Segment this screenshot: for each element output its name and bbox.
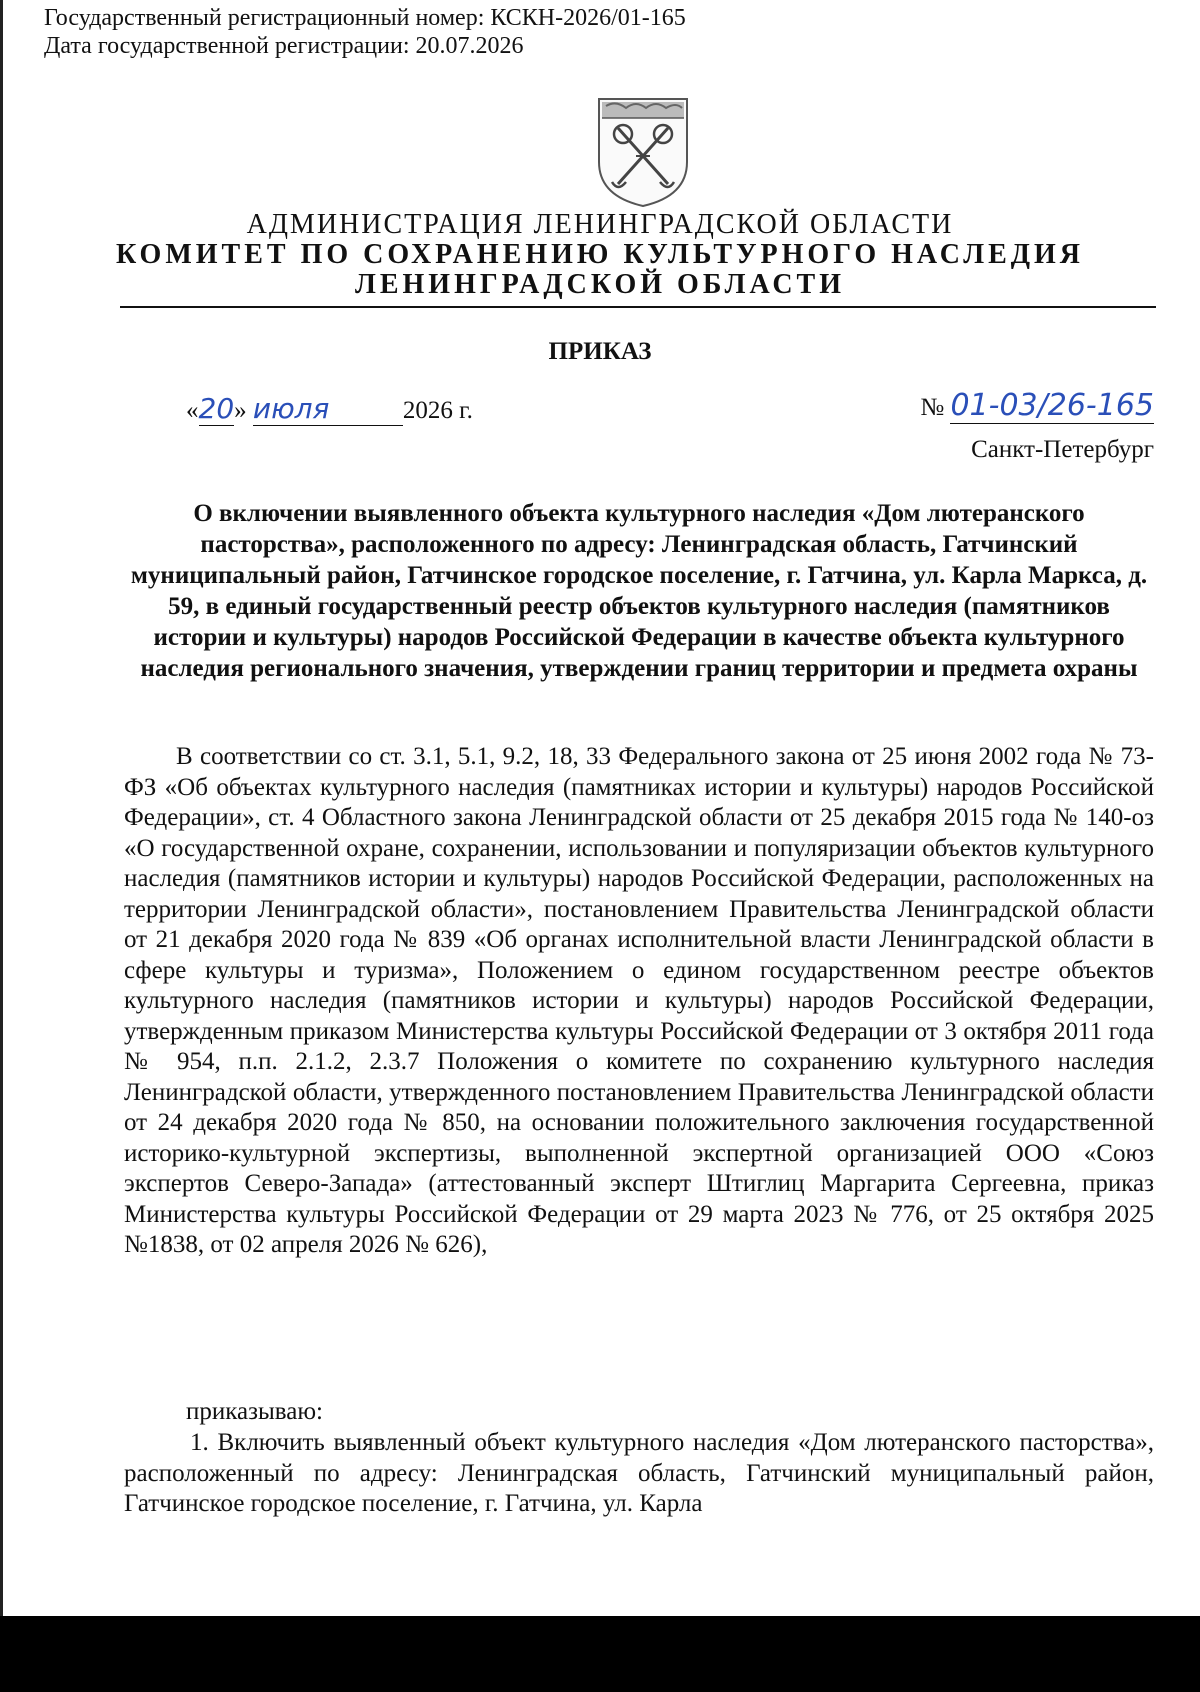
- coat-of-arms-icon: [596, 96, 690, 208]
- header-divider: [120, 306, 1156, 308]
- clause-1-paragraph: 1. Включить выявленный объект культурного наследия «Дом лютеранского пасторства», расположенный по адресу: Ленинградская область, Гатчинский муниципальный район, Гатчинское городское поселение, г. Гатчина, ул. Карла: [124, 1429, 1154, 1517]
- preamble-paragraph: В соответствии со ст. 3.1, 5.1, 9.2, 18, 33 Федерального закона от 25 июня 2002 года № 73-ФЗ «Об объектах культурного наследия (памятниках истории и культуры) народов Российской Федерации», ст. 4 Областного закона Ленинградской области от 25 декабря 2015 года № 140-оз «О государственной охране, сохранении, использовании и популяризации объектов культурного наследия (памятников истории и культуры) народов Российской Федерации, расположенных на территории Ленинградской области», постановлением Правительства Ленинградской области от 21 декабря 2020 года № 839 «Об органах исполнительной власти Ленинградской области в сфере культуры и туризма», Положением о едином государственном реестре объектов культурного наследия (памятников истории и культуры) народов Российской Федерации, утвержденным приказом Министерства культуры Российской Федерации от 3 октября 2011 года № 954, п.п. 2.1.2, 2.3.7 Положения о комитете по сохранению культурного наследия Ленинградской области, утвержденного постановлением Правительства Ленинградской области от 24 декабря 2020 года № 850, на основании положительного заключения государственной историко-культурной экспертизы, выполненной экспертной организацией ООО «Союз экспертов Северо-Запада» (аттестованный эксперт Штиглиц Маргарита Сергеевна, приказ Министерства культуры Российской Федерации от 29 марта 2023 № 776, от 25 октября 2025 №1838, от 02 апреля 2026 № 626),: [124, 743, 1154, 1258]
- date-month: июля: [253, 392, 403, 426]
- scan-bottom-edge: [0, 1616, 1200, 1692]
- committee-name-line2: ЛЕНИНГРАДСКОЙ ОБЛАСТИ: [354, 269, 846, 300]
- registration-date: Дата государственной регистрации: 20.07.2026: [44, 33, 524, 59]
- order-number-value: 01-03/26-165: [950, 388, 1154, 423]
- order-title: О включении выявленного объекта культурного наследия «Дом лютеранского пасторства», расположенного по адресу: Ленинградская область, Гатчинский муниципальный район, Гатчинское городское поселение, г. Гатчина, ул. Карла Маркса, д. 59, в единый государственный реестр объектов культурного наследия (памятников истории и культуры) народов Российской Федерации в качестве объекта культурного наследия регионального значения, утверждении границ территории и предмета охраны: [130, 500, 1148, 682]
- document-type: ПРИКАЗ: [548, 338, 652, 365]
- registration-number: Государственный регистрационный номер: КСКН-2026/01-165: [44, 5, 686, 31]
- order-city: Санкт-Петербург: [971, 436, 1154, 463]
- date-year: 2026 г.: [402, 397, 473, 424]
- date-day: 20: [198, 392, 235, 425]
- order-word: приказываю:: [186, 1398, 323, 1425]
- committee-name-line1: КОМИТЕТ ПО СОХРАНЕНИЮ КУЛЬТУРНОГО НАСЛЕДИЯ: [115, 239, 1085, 270]
- administration-name: АДМИНИСТРАЦИЯ ЛЕНИНГРАДСКОЙ ОБЛАСТИ: [246, 209, 954, 240]
- order-number: № 01-03/26-165: [920, 388, 1154, 423]
- order-date: «20» июля 2026 г.: [186, 392, 473, 425]
- registration-block: [44, 4, 686, 60]
